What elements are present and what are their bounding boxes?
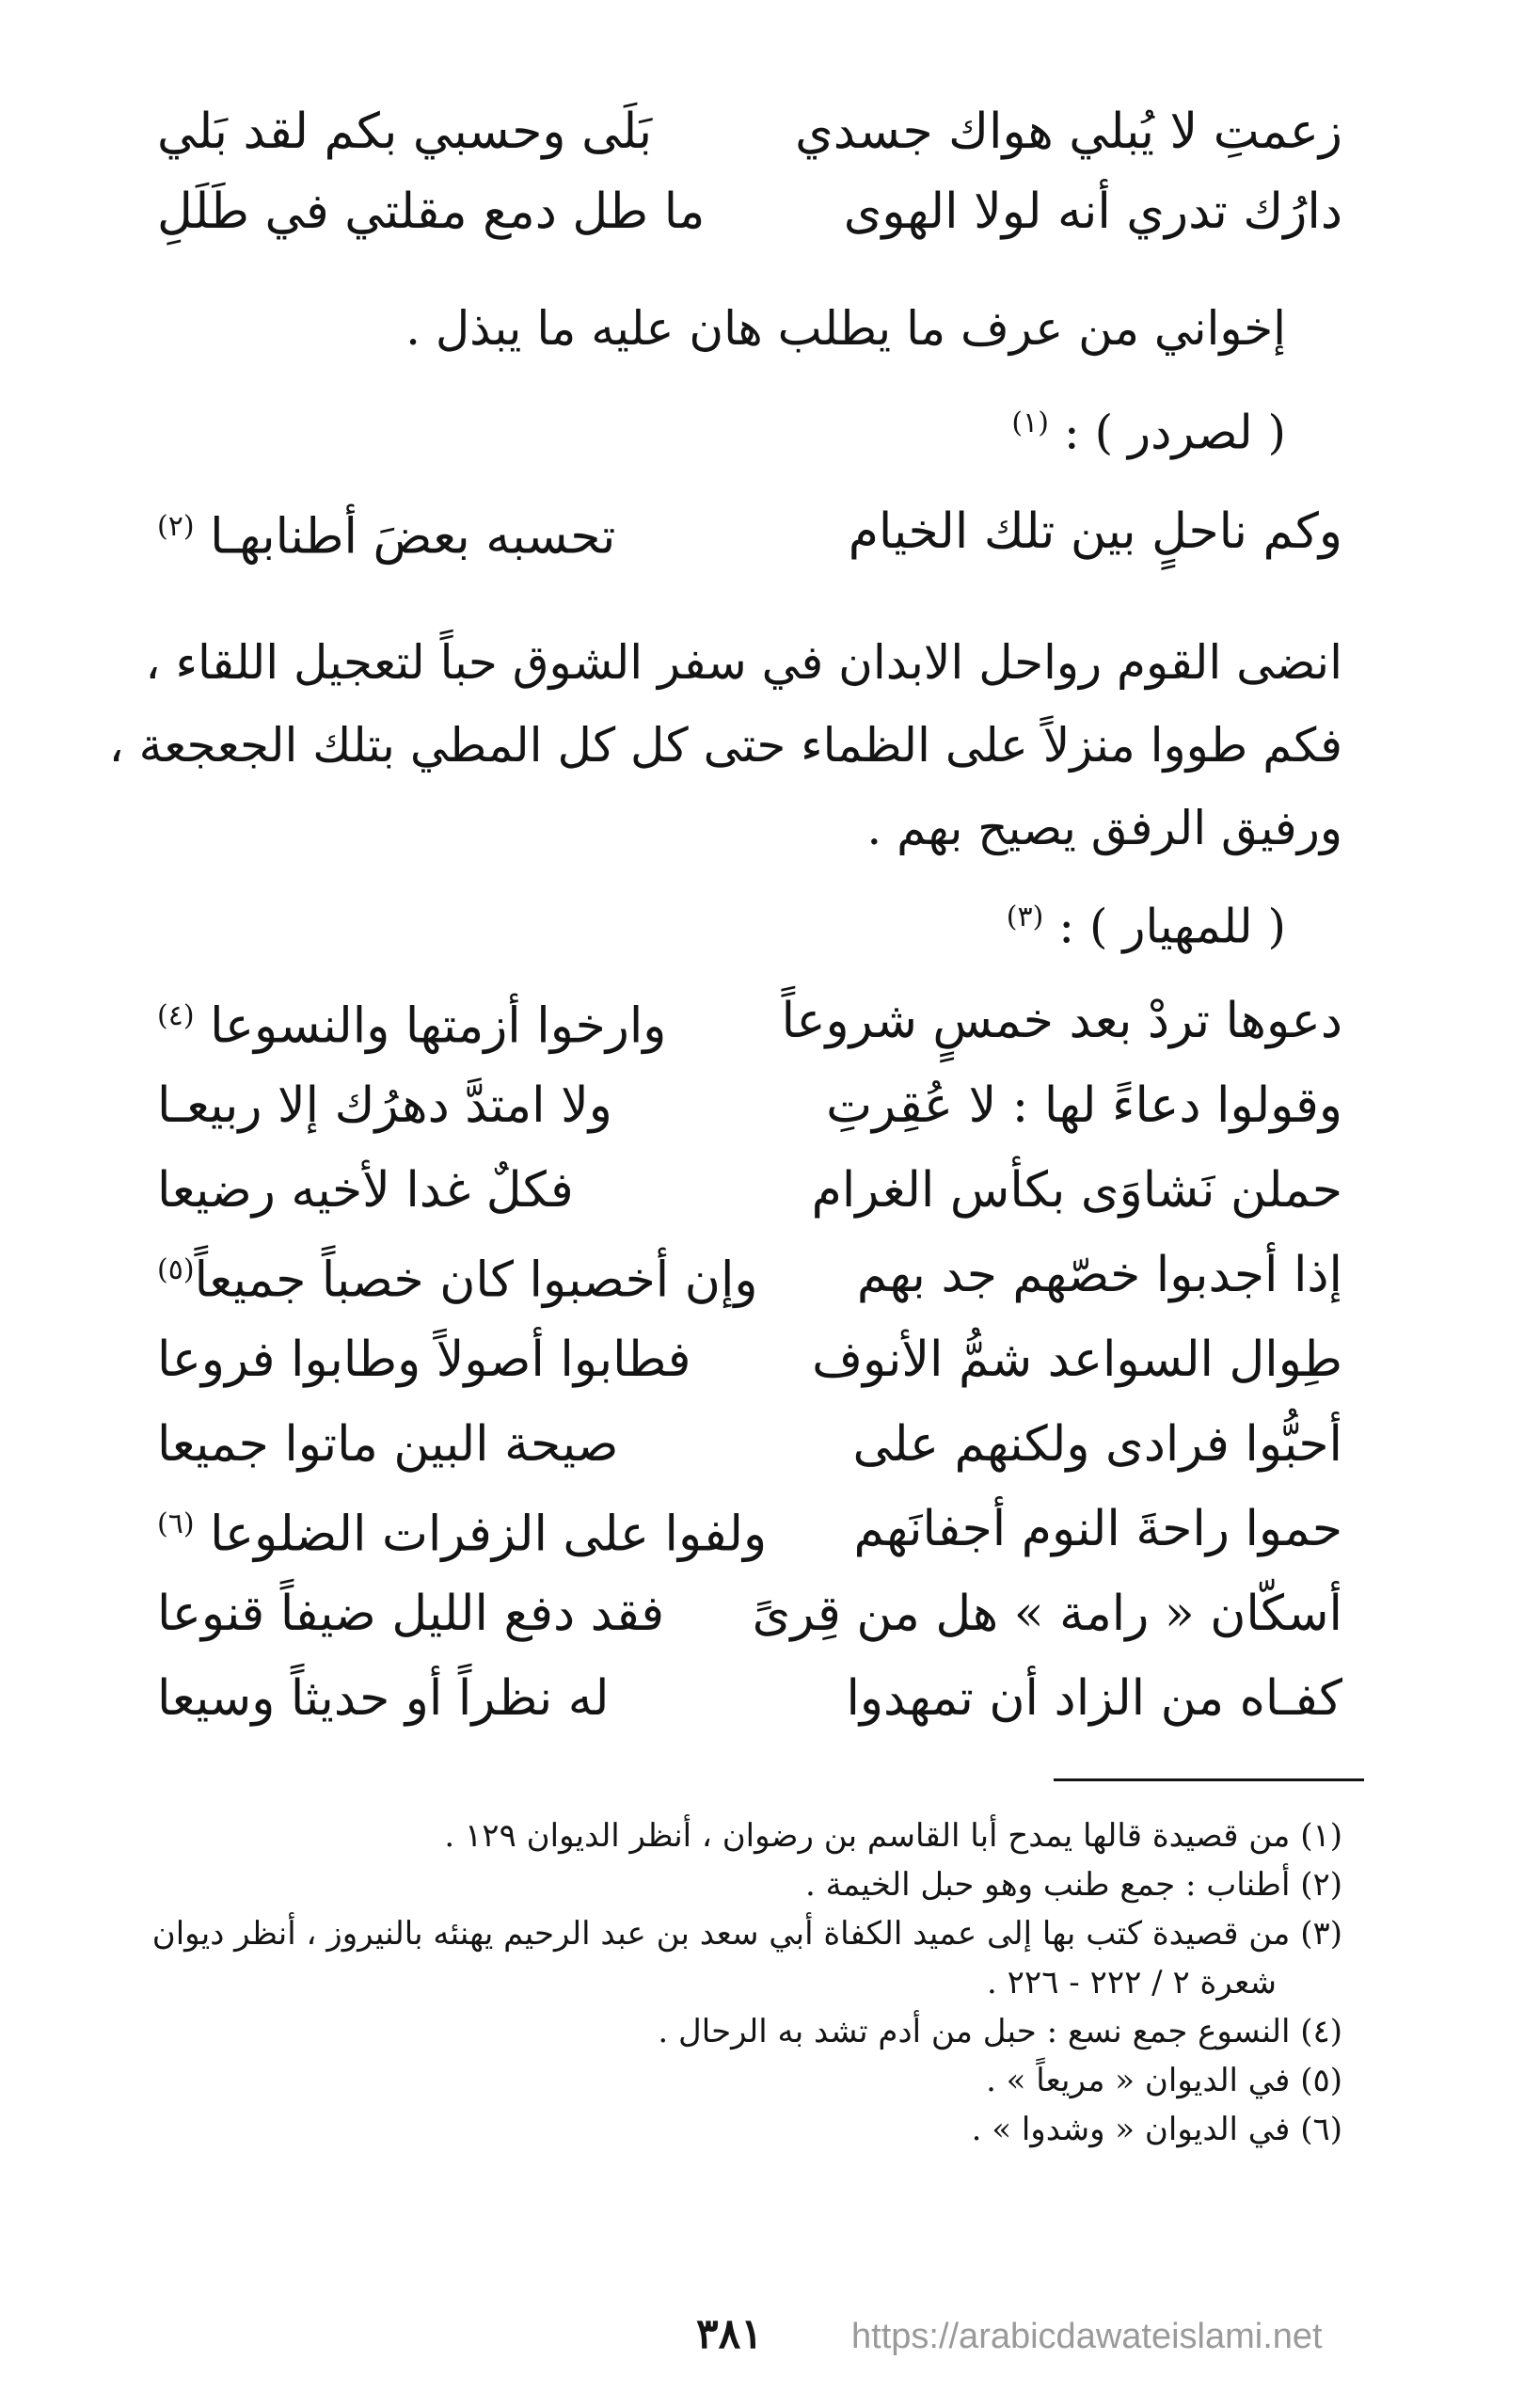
verse-line <box>157 489 1342 574</box>
footnote-marker: (٦) <box>157 1507 195 1540</box>
footnote-marker: (٥) <box>157 1252 195 1286</box>
verse-line <box>157 1487 1342 1571</box>
prose-line: فكم طووا منزلاً على الظماء حتى كل كل المطي بتلك الجعجعة ، <box>108 718 1342 773</box>
footnote-separator <box>1054 1778 1364 1781</box>
verse-second-hemistich: فطابوا أصولاً وطابوا فروعا <box>157 1332 691 1388</box>
verse-second-hemistich: بَلَى وحسبي بكم لقد بَلي <box>157 104 653 160</box>
site-url-watermark: https://arabicdawateislami.net <box>851 2317 1323 2356</box>
verse-first-hemistich: طِوال السواعد شمُّ الأنوف <box>812 1332 1342 1388</box>
verse-first-hemistich: وكم ناحلٍ بين تلك الخيام <box>848 503 1342 560</box>
verse-line <box>157 89 1342 174</box>
footnote: (٦) في الديوان « وشدوا » . <box>971 2111 1342 2148</box>
verse-line <box>157 169 1342 254</box>
verse-second-hemistich: فكلٌ غدا لأخيه رضيعا <box>157 1162 574 1219</box>
footnote-text: شعرة ٢ / ٢٢٢ - ٢٢٦ . <box>987 1964 1277 2001</box>
footnote: (٤) النسوع جمع نسع : حبل من أدم تشد به الرحال . <box>658 2013 1342 2050</box>
verse-line <box>157 1233 1342 1317</box>
verse-line <box>157 1317 1342 1402</box>
section-heading <box>1007 880 1286 965</box>
verse-second-hemistich: ما طل دمع مقلتي في طَلَلِ <box>157 183 706 240</box>
footnote: (٣) من قصيدة كتب بها إلى عميد الكفاة أبي سعد بن عبد الرحيم يهنئه بالنيروز ، أنظر ديوان <box>151 1915 1342 1953</box>
footnote: (٥) في الديوان « مريعاً » . <box>986 2062 1342 2099</box>
verse-first-hemistich: حموا راحةَ النوم أجفانَهم <box>853 1501 1342 1557</box>
section-heading <box>1011 386 1286 470</box>
footnote-marker: (٤) <box>157 998 195 1032</box>
verse-second-hemistich: له نظراً أو حديثاً وسيعا <box>157 1670 610 1727</box>
verse-first-hemistich: وقولوا دعاءً لها : لا عُقِرتِ <box>826 1077 1342 1134</box>
verse-line <box>157 1571 1342 1656</box>
verse-text: ولفوا على الزفرات الضلوعا <box>210 1506 768 1563</box>
page-number: ٣٨١ <box>696 2310 763 2358</box>
footnote-continuation <box>129 1958 1342 2007</box>
verse-line <box>157 1402 1342 1487</box>
prose-line: إخواني من عرف ما يطلب هان عليه ما يبذل . <box>405 301 1286 356</box>
verse-second-hemistich: ولا امتدَّ دهرُك إلا ربيعـا <box>157 1077 612 1134</box>
verse-first-hemistich: كفـاه من الزاد أن تمهدوا <box>846 1670 1342 1727</box>
prose-line: انضى القوم رواحل الابدان في سفر الشوق حباً لتعجيل اللقاء ، <box>145 635 1342 690</box>
verse-second-hemistich <box>157 1228 758 1322</box>
verse-line <box>157 1063 1342 1148</box>
footnote-marker: (١) <box>1011 407 1049 439</box>
verse-line <box>157 1148 1342 1233</box>
footnote: (٢) أطناب : جمع طنب وهو حبل الخيمة . <box>805 1866 1342 1904</box>
verse-first-hemistich: زعمتِ لا يُبلي هواك جسدي <box>795 104 1342 160</box>
verse-second-hemistich <box>157 974 666 1068</box>
verse-text: وارخوا أزمتها والنسوعا <box>210 997 667 1055</box>
verse-text: تحسبه بعضَ أطنابهـا <box>210 508 616 566</box>
verse-second-hemistich <box>157 1482 767 1576</box>
heading-text: ( لصردر ) : <box>1063 405 1286 460</box>
prose-line: ورفيق الرفق يصيح بهم . <box>866 801 1342 855</box>
verse-second-hemistich: فقد دفع الليل ضيفاً قنوعا <box>157 1586 665 1642</box>
verse-text: وإن أخصبوا كان خصباً جميعاً <box>194 1252 758 1309</box>
footnote: (١) من قصيدة قالها يمدح أبا القاسم بن رضوان ، أنظر الديوان ١٢٩ . <box>444 1817 1342 1855</box>
verse-first-hemistich: حملن نَشاوَى بكأس الغرام <box>811 1162 1342 1219</box>
verse-second-hemistich: صيحة البين ماتوا جميعا <box>157 1416 619 1473</box>
verse-line <box>157 979 1342 1063</box>
footnote-marker: (٣) <box>1006 901 1044 933</box>
heading-text: ( للمهيار ) : <box>1058 899 1286 954</box>
verse-first-hemistich: إذا أجدبوا خصّهم جد بهم <box>856 1247 1342 1303</box>
verse-first-hemistich: دارُك تدري أنه لولا الهوى <box>843 183 1342 240</box>
verse-first-hemistich: أحبُّوا فرادى ولكنهم على <box>852 1416 1342 1473</box>
footnote-marker: (٢) <box>157 509 195 543</box>
verse-line <box>157 1656 1342 1741</box>
verse-first-hemistich: أسكّان « رامة » هل من قِرىً <box>752 1586 1342 1642</box>
verse-first-hemistich: دعوها تردْ بعد خمسٍ شروعاً <box>781 993 1342 1049</box>
verse-second-hemistich <box>157 485 615 579</box>
